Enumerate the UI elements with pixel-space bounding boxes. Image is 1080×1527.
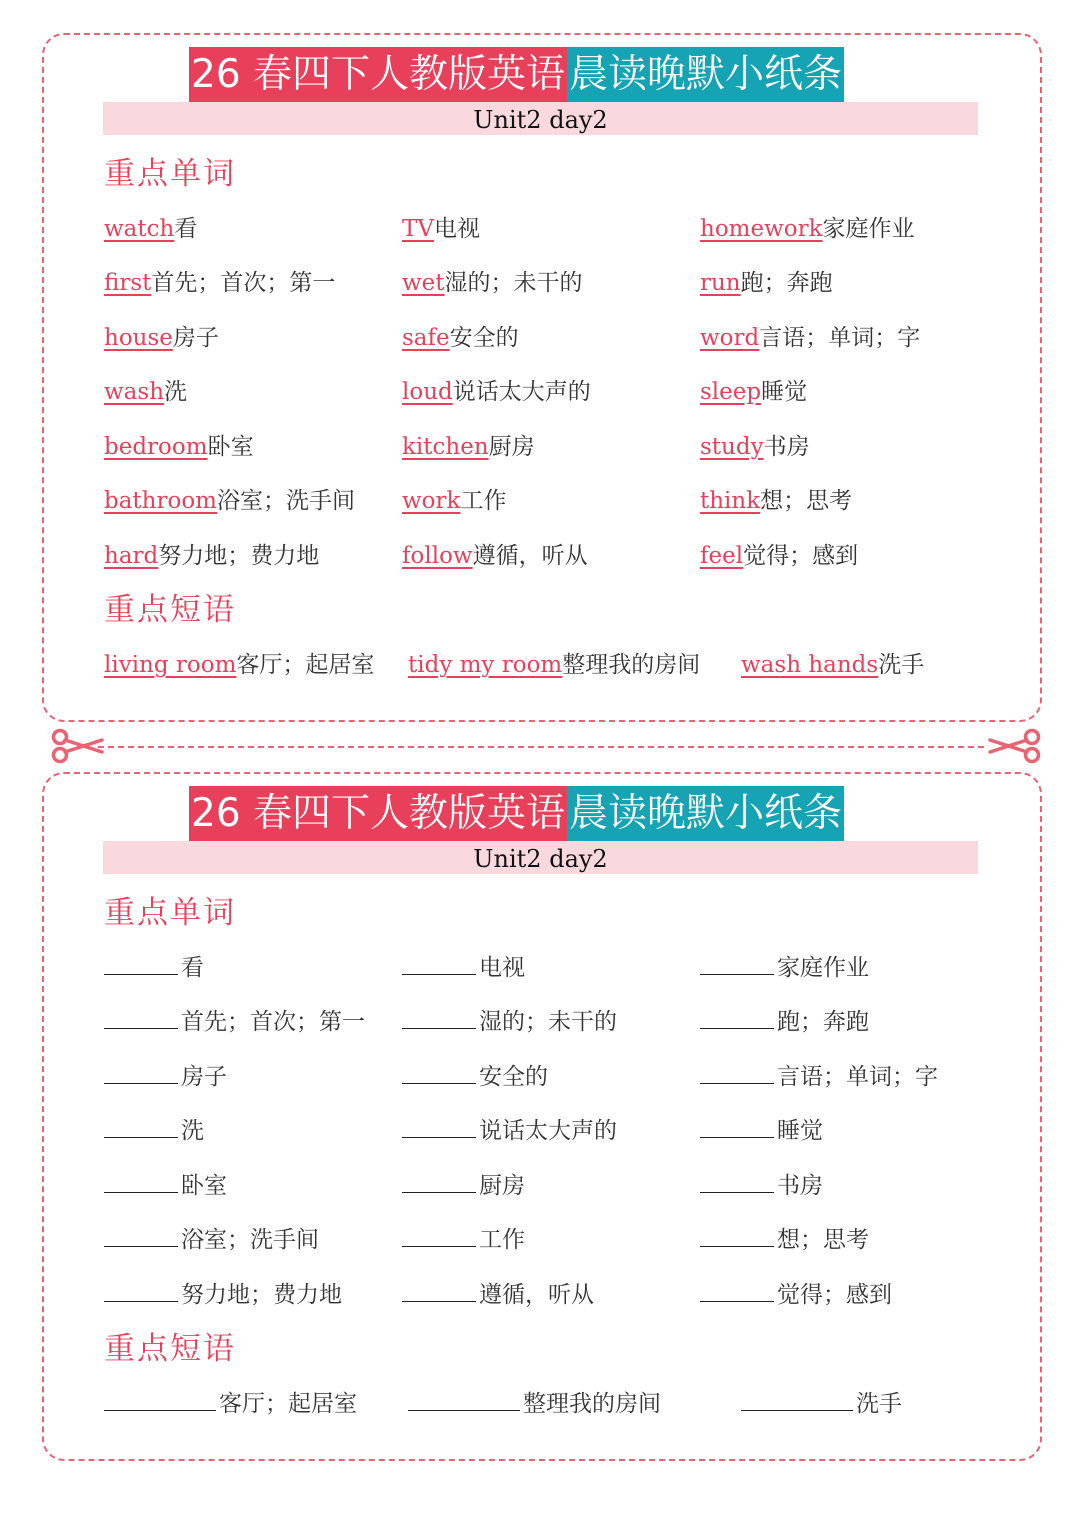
section-heading-words: 重点单词	[104, 156, 236, 192]
title-left: 26 春四下人教版英语	[189, 47, 567, 102]
practice-card	[42, 772, 1042, 1461]
blank-item: 浴室；洗手间	[104, 1221, 319, 1254]
blank-item: 遵循，听从	[402, 1276, 594, 1309]
unit-label: Unit2 day2	[103, 102, 978, 135]
word-item: study书房	[700, 434, 810, 460]
word-item: loud说话太大声的	[402, 379, 591, 405]
word-item: watch看	[104, 216, 198, 242]
blank-phrase-item: 整理我的房间	[408, 1385, 661, 1418]
answer-blank[interactable]	[408, 1390, 520, 1411]
answer-blank[interactable]	[402, 1117, 476, 1138]
scissors-icon	[50, 728, 104, 768]
title-banner	[189, 786, 844, 841]
word-item: word言语；单词；字	[700, 325, 921, 351]
answer-blank[interactable]	[700, 954, 774, 975]
answer-blank[interactable]	[402, 954, 476, 975]
scissors-icon	[988, 728, 1042, 768]
answer-blank[interactable]	[700, 1008, 774, 1029]
word-item: think想；思考	[700, 488, 853, 514]
answer-blank[interactable]	[402, 1281, 476, 1302]
blank-phrase-item: 洗手	[741, 1385, 902, 1418]
blank-item: 首先；首次；第一	[104, 1003, 365, 1036]
answer-blank[interactable]	[104, 1117, 178, 1138]
word-item: bathroom浴室；洗手间	[104, 488, 355, 514]
blank-item: 电视	[402, 949, 525, 982]
section-heading-phrases: 重点短语	[104, 1331, 236, 1367]
word-item: work工作	[402, 488, 507, 514]
phrase-item: tidy my room整理我的房间	[408, 652, 701, 678]
title-right: 晨读晚默小纸条	[567, 786, 844, 841]
title-left: 26 春四下人教版英语	[189, 786, 567, 841]
answer-blank[interactable]	[741, 1390, 853, 1411]
blank-item: 安全的	[402, 1058, 548, 1091]
answer-blank[interactable]	[402, 1172, 476, 1193]
cut-line	[98, 746, 984, 748]
answer-blank[interactable]	[104, 1008, 178, 1029]
word-item: run跑；奔跑	[700, 270, 833, 296]
word-item: first首先；首次；第一	[104, 270, 336, 296]
word-item: homework家庭作业	[700, 216, 915, 242]
answer-blank[interactable]	[700, 1063, 774, 1084]
answer-blank[interactable]	[104, 1281, 178, 1302]
answer-blank[interactable]	[402, 1226, 476, 1247]
title-banner	[189, 47, 844, 102]
word-item: follow遵循，听从	[402, 543, 588, 569]
answer-blank[interactable]	[402, 1008, 476, 1029]
answer-blank[interactable]	[104, 954, 178, 975]
blank-item: 房子	[104, 1058, 227, 1091]
word-item: bedroom卧室	[104, 434, 254, 460]
blank-phrase-item: 客厅；起居室	[104, 1385, 357, 1418]
unit-label: Unit2 day2	[103, 841, 978, 874]
blank-item: 觉得；感到	[700, 1276, 892, 1309]
blank-item: 厨房	[402, 1167, 525, 1200]
word-item: feel觉得；感到	[700, 543, 859, 569]
blank-item: 睡觉	[700, 1112, 823, 1145]
blank-item: 洗	[104, 1112, 204, 1145]
answer-blank[interactable]	[700, 1281, 774, 1302]
phrase-item: wash hands洗手	[741, 652, 925, 678]
blank-item: 家庭作业	[700, 949, 869, 982]
answer-blank[interactable]	[700, 1226, 774, 1247]
answer-blank[interactable]	[402, 1063, 476, 1084]
answer-blank[interactable]	[104, 1172, 178, 1193]
blank-item: 跑；奔跑	[700, 1003, 869, 1036]
word-item: house房子	[104, 325, 219, 351]
answer-card	[42, 33, 1042, 722]
word-item: wet湿的；未干的	[402, 270, 583, 296]
word-item: TV电视	[402, 216, 480, 242]
phrase-item: living room客厅；起居室	[104, 652, 375, 678]
word-item: wash洗	[104, 379, 188, 405]
title-right: 晨读晚默小纸条	[567, 47, 844, 102]
answer-blank[interactable]	[104, 1226, 178, 1247]
word-item: sleep睡觉	[700, 379, 808, 405]
blank-item: 看	[104, 949, 204, 982]
blank-item: 想；思考	[700, 1221, 869, 1254]
answer-blank[interactable]	[104, 1390, 216, 1411]
blank-item: 工作	[402, 1221, 525, 1254]
word-item: safe安全的	[402, 325, 519, 351]
section-heading-phrases: 重点短语	[104, 592, 236, 628]
answer-blank[interactable]	[700, 1117, 774, 1138]
answer-blank[interactable]	[700, 1172, 774, 1193]
blank-item: 卧室	[104, 1167, 227, 1200]
blank-item: 书房	[700, 1167, 823, 1200]
word-item: hard努力地；费力地	[104, 543, 320, 569]
blank-item: 说话太大声的	[402, 1112, 617, 1145]
answer-blank[interactable]	[104, 1063, 178, 1084]
blank-item: 言语；单词；字	[700, 1058, 938, 1091]
word-item: kitchen厨房	[402, 434, 535, 460]
blank-item: 努力地；费力地	[104, 1276, 342, 1309]
blank-item: 湿的；未干的	[402, 1003, 617, 1036]
section-heading-words: 重点单词	[104, 895, 236, 931]
